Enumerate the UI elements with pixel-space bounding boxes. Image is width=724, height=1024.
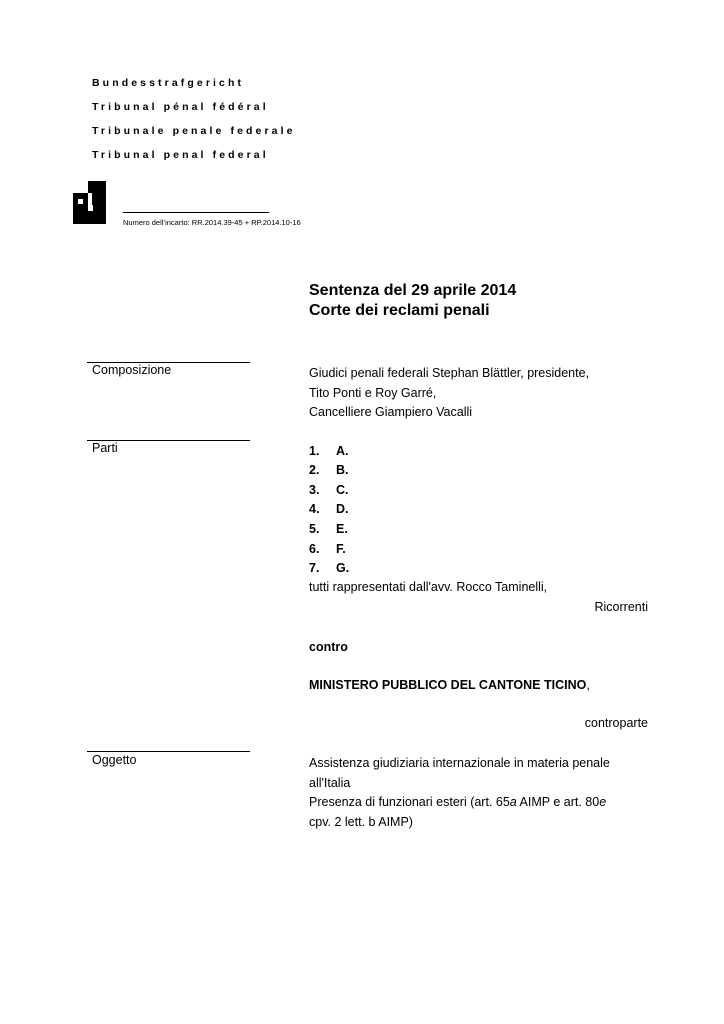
composizione-line: Giudici penali federali Stephan Blättler, presidente, xyxy=(309,366,590,380)
composizione-line: Tito Ponti e Roy Garré, xyxy=(309,385,437,400)
party-name: G. xyxy=(336,561,350,575)
court-name-romansh: Tribunal penal federal xyxy=(92,149,269,161)
oggetto-label: Oggetto xyxy=(92,753,137,767)
party-number: 2. xyxy=(309,463,320,477)
oggetto-line: all'Italia xyxy=(309,775,351,790)
party-item xyxy=(309,522,348,536)
composizione-line: Cancelliere Giampiero Vacalli xyxy=(309,405,473,420)
representation-text: tutti rappresentati dall'avv. Rocco Taminelli, xyxy=(309,580,548,594)
case-number-rule xyxy=(123,212,269,213)
oggetto-text-part: AIMP e art. 80 xyxy=(516,795,600,810)
case-number: Numero dell’incarto: RR.2014.39-45 + RP.2014.10-16 xyxy=(123,218,301,227)
oggetto-text-part: Presenza di funzionari esteri (art. 65 xyxy=(309,795,510,810)
oggetto-line: cpv. 2 lett. b AIMP) xyxy=(309,814,413,829)
respondent-line xyxy=(309,676,590,696)
respondent-suffix: , xyxy=(586,678,590,692)
party-number: 5. xyxy=(309,522,320,536)
party-name: F. xyxy=(336,542,346,556)
party-name: D. xyxy=(336,502,349,516)
party-number: 7. xyxy=(309,561,320,575)
party-item xyxy=(309,463,349,477)
party-item xyxy=(309,483,349,497)
oggetto-line: Assistenza giudiziaria internazionale in materia penale xyxy=(309,756,610,770)
appellants-role: Ricorrenti xyxy=(594,600,648,614)
judgment-title: Sentenza del 29 aprile 2014 xyxy=(309,282,517,299)
oggetto-rule xyxy=(87,751,250,752)
party-name: B. xyxy=(336,463,349,477)
party-item xyxy=(309,561,349,575)
party-name: E. xyxy=(336,522,348,536)
swiss-federal-cross-logo xyxy=(72,181,108,225)
party-name: A. xyxy=(336,444,349,458)
party-name: C. xyxy=(336,483,349,497)
oggetto-line xyxy=(309,793,610,813)
oggetto-text xyxy=(309,754,610,832)
party-item xyxy=(309,444,349,458)
parti-label: Parti xyxy=(92,441,118,455)
respondent-name: MINISTERO PUBBLICO DEL CANTONE TICINO xyxy=(309,678,587,692)
court-chamber-title: Corte dei reclami penali xyxy=(309,302,490,319)
court-name-italian: Tribunale penale federale xyxy=(92,125,296,137)
respondent-role: controparte xyxy=(584,716,648,730)
composizione-text xyxy=(309,364,589,423)
party-item xyxy=(309,502,349,516)
party-item xyxy=(309,542,346,556)
oggetto-italic-part: a xyxy=(509,795,517,810)
court-name-french: Tribunal pénal fédéral xyxy=(92,101,269,113)
court-name-german: Bundesstrafgericht xyxy=(92,77,245,89)
composizione-label: Composizione xyxy=(92,363,172,377)
party-number: 6. xyxy=(309,542,320,556)
party-number: 1. xyxy=(309,444,320,458)
party-number: 3. xyxy=(309,483,320,497)
oggetto-italic-part: e xyxy=(599,795,607,810)
party-number: 4. xyxy=(309,502,320,516)
versus-label: contro xyxy=(309,640,348,654)
